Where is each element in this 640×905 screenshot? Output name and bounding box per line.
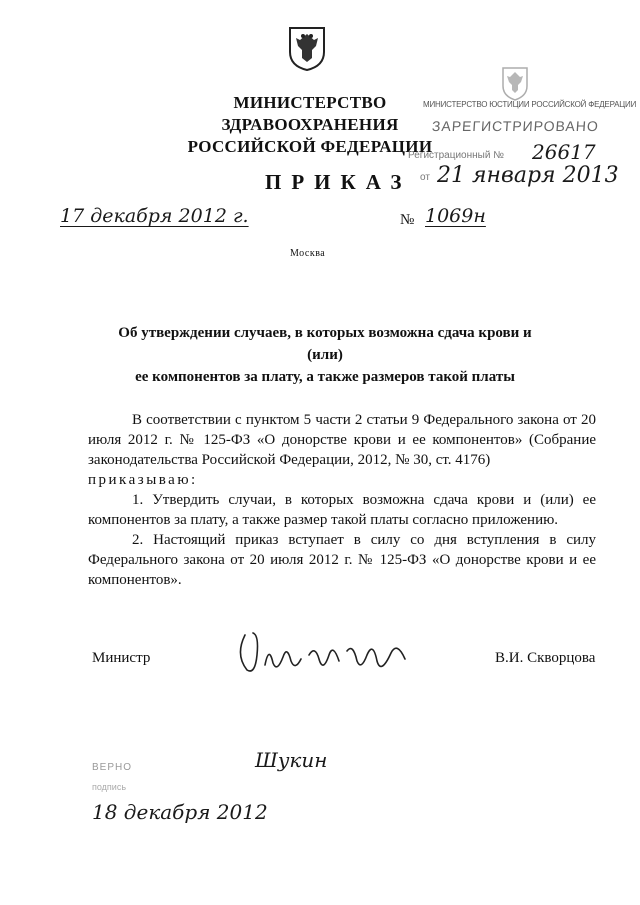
city: Москва: [290, 248, 326, 259]
title-line2: ее компонентов за плату, а также размеров такой платы: [135, 369, 515, 385]
order-word: приказываю:: [88, 472, 198, 488]
stamp-ministry-line: МИНИСТЕРСТВО ЮСТИЦИИ РОССИЙСКОЙ ФЕДЕРАЦИИ: [423, 100, 637, 109]
faint-stamp: ВЕРНО: [92, 762, 133, 773]
order-date: 17 декабря 2012 г.: [60, 205, 249, 227]
ministry-name: [150, 92, 470, 158]
faint-stamp-subtext: подпись: [92, 782, 127, 792]
ministry-line1: МИНИСТЕРСТВО ЗДРАВООХРАНЕНИЯ: [221, 93, 399, 134]
bottom-date: 18 декабря 2012: [92, 800, 268, 824]
minister-signature: [225, 615, 425, 685]
document-body: [88, 410, 596, 590]
stamp-registered: ЗАРЕГИСТРИРОВАНО: [431, 118, 600, 134]
document-title: [110, 322, 540, 388]
signatory-position: Министр: [92, 650, 151, 666]
order-item-2: 2. Настоящий приказ вступает в силу со дня вступления в силу Федерального закона от 20 июля 2012 г. № 125-ФЗ «О донорстве крови и ее компонентов».: [88, 532, 596, 588]
order-number: 1069н: [425, 205, 486, 227]
title-line1: Об утверждении случаев, в которых возможна сдача крови и (или): [118, 325, 532, 363]
stamp-reg-number: 26617: [532, 140, 596, 164]
coat-of-arms-emblem: [282, 22, 332, 72]
order-number-label: №: [400, 212, 415, 228]
preamble-paragraph: В соответствии с пунктом 5 части 2 статьи 9 Федерального закона от 20 июля 2012 г. № 125-ФЗ «О донорстве крови и ее компонентов» (Собрание законодательства Российской Федерации, 2012, № 30, ст. 4176): [88, 412, 596, 468]
stamp-date-prefix: от: [420, 172, 430, 183]
short-signature: Шукин: [255, 748, 328, 772]
ministry-line2: РОССИЙСКОЙ ФЕДЕРАЦИИ: [187, 137, 433, 156]
document-type: ПРИКАЗ: [265, 170, 412, 194]
signatory-name: В.И. Скворцова: [495, 650, 596, 666]
order-item-1: 1. Утвердить случаи, в которых возможна сдача крови и (или) ее компонентов за плату, а также размер такой платы согласно приложению.: [88, 492, 596, 528]
stamp-date: 21 января 2013: [437, 163, 619, 188]
stamp-emblem-icon: [495, 62, 535, 102]
stamp-reg-label: Регистрационный №: [408, 150, 504, 161]
